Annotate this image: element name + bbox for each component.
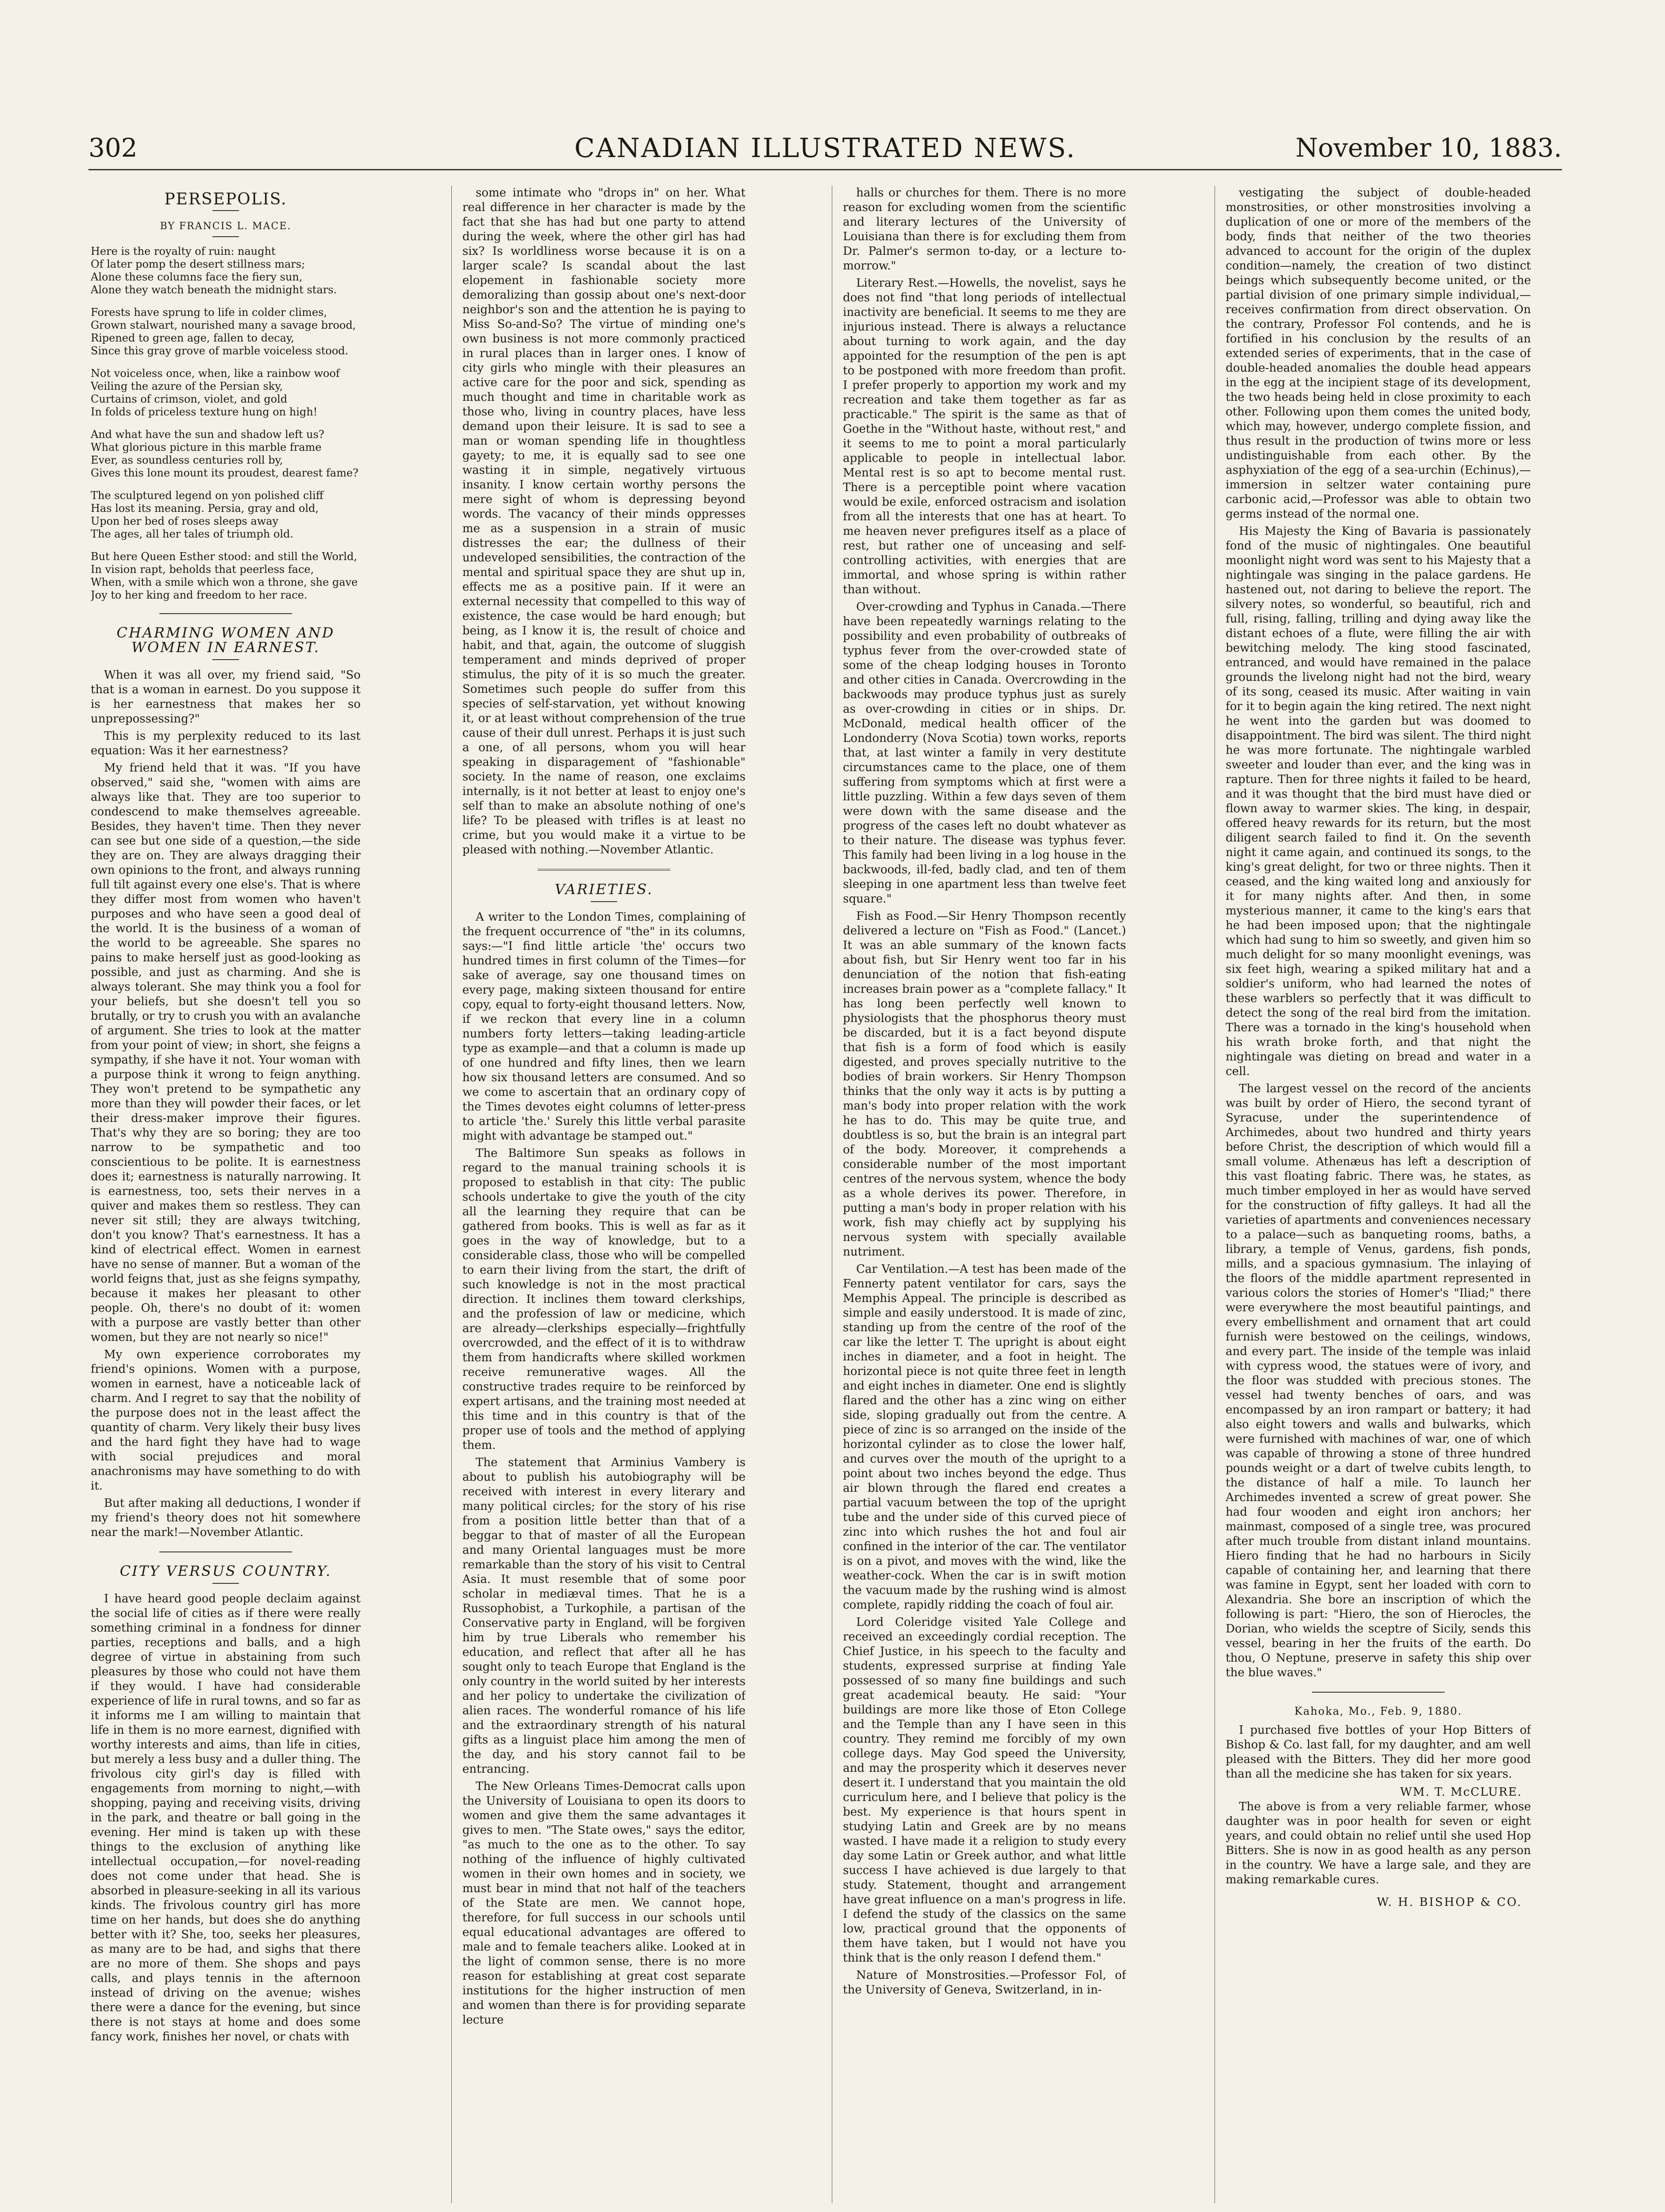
rule	[591, 901, 617, 902]
column-1	[91, 186, 361, 2203]
poem-line: And what have the sun and shadow left us?	[91, 428, 324, 441]
varieties-continued	[843, 186, 1126, 1997]
masthead-rule	[88, 169, 1562, 170]
poem-byline: BY FRANCIS L. MACE.	[160, 221, 292, 232]
poem-stanza	[91, 489, 361, 541]
rule	[212, 236, 239, 237]
poem-line: Here is the royalty of ruin: naught	[91, 245, 276, 257]
article-continuation	[462, 186, 746, 857]
article-body	[91, 668, 361, 1540]
poem-line: But here Queen Esther stood: and still the World,	[91, 550, 358, 563]
paragraph: The statement that Arminius Vambery is about to publish his autobiography will be received with interest in every literary and many political circles; for the story of his rise from a position little better than that of a beggar to that of master of all the European and many Oriental languages must be more remarkable than the story of his visit to Central Asia. It must resemble that of some poor scholar in mediæval times. That he is a Russophobist, a Turkophile, a partisan of the Conservative party in England, will be forgiven him by true Liberals who remember his education, and reflect that after all he has sought only to teach Europe that England is the only country in the world suited by her interests and her policy to undertake the civilization of alien races. The wonderful romance of his life and the extraordinary strength of his natural gifts as a linguist place him among the men of the day, and his story cannot fail to be entrancing.	[462, 1456, 746, 1776]
paragraph: This is my perplexity reduced to its last equation: Was it her earnestness?	[91, 730, 361, 757]
column-2	[462, 186, 746, 2203]
poem-line: In vision rapt, beholds that peerless face,	[91, 563, 314, 576]
paragraph: Lord Coleridge visited Yale College and received an exceedingly cordial reception. The Chief Justice, in his speech to the faculty and students, expressed surprise at finding Yale possessed of so many fine buildings and such great academical beauty. He said: "Your buildings are more like those of Eton College and the Temple than any I have seen in this country. They remind me forcibly of my own college days. May God speed the University, and may the prosperity which it deserves never desert it. I understand that you maintain the old curriculum here, and I believe that policy is the best. My experience is that hours spent in studying Latin and Greek are by no means wasted. I have made it a religion to study every day some Latin or Greek author, and what little success I have achieved is due largely to that study. Statement, thought and arrangement have great influence on a man's progress in life. I defend the study of the classics on the same low, practical ground that the opponents of them have taken, but I would not have you think that is the only reason I defend them."	[843, 1616, 1126, 1965]
section-title: VARIETIES.	[554, 881, 654, 898]
article-title: CITY VERSUS COUNTRY.	[119, 1563, 332, 1579]
article-title: CHARMING WOMEN AND WOMEN IN EARNEST.	[116, 624, 335, 656]
paragraph: The New Orleans Times-Democrat calls upon the University of Louisiana to open its doors to women and give them the same advantages it gives to men. "The State owes," says the editor, "as much to the one as to the other. To say nothing of the influence of highly cultivated women in their own homes and in society, we must bear in mind that not half of the teachers of the State are men. We cannot hope, therefore, for full success in our schools until equal educational advantages are offered to male and to female teachers alike. Looked at in the light of common sense, there is no more reason for establishing at great cost separate institutions for the higher instruction of men and women than there is for providing separate lecture	[462, 1780, 746, 2027]
article-body	[91, 1592, 361, 2044]
poem-line: Ripened to green age, fallen to decay,	[91, 332, 295, 344]
poem-stanza	[91, 367, 361, 419]
poem-line: Gives this lone mount its proudest, dearest fame?	[91, 467, 359, 479]
poem-line: Forests have sprung to life in colder climes,	[91, 306, 327, 319]
newspaper-title: CANADIAN ILLUSTRATED NEWS.	[574, 133, 1076, 164]
paragraph: Over-crowding and Typhus in Canada.—There have been repeatedly warnings relating to the possibility and even probability of outbreaks of typhus fever from the over-crowded state of some of the cheap lodging houses in Toronto and other cities in Canada. Overcrowding in the backwoods may produce typhus just as surely as over-crowding in cities or in ships. Dr. McDonald, medical health officer of the Londonderry (Nova Scotia) town works, reports that, at last winter a family in very destitute circumstances came to the place, one of them suffering from symptoms which at first were a little puzzling. Within a few days seven of them were down with the same disease and the progress of the cases left no doubt whatever as to their nature. The disease was typhus fever. This family had been living in a log house in the backwoods, ill-fed, badly clad, and ten of them sleeping in one apartment less than twelve feet square."	[843, 600, 1126, 906]
poem-stanza	[91, 428, 361, 480]
poem-stanza	[91, 550, 361, 602]
paragraph: some intimate who "drops in" on her. What real difference in her character is made by the fact that she has had but one party to attend during the week, where the other girl has had six? Is worldliness worse because it is on a larger scale? Is scandal about the last elopement in fashionable society more demoralizing than gossip about one's next-door neighbor's son and the attention he is paying to Miss So-and-So? The virtue of minding one's own business is not more commonly practiced in rural places than in larger ones. I know of city girls who mingle with their pleasures an active care for the poor and sick, spending as much thought and time in charitable work as those who, living in country places, have less demand upon their leisure. It is sad to see a man or woman spending life in thoughtless gayety; to me, it is equally sad to see one wasting it in simple, negatively virtuous insanity. I know certain worthy persons the mere sight of whom is depressing beyond words. The vacancy of their minds oppresses me as a suspension in a strain of music distresses the ear; the dullness of their undeveloped sensibilities, the contraction of the mental and spiritual space they are shut up in, effects me as a positive pain. If it were an external necessity that compelled to this way of existence, the case would be hard enough; but being, as I know it is, the result of choice and habit, and that, again, the outcome of sluggish temperament and minds deprived of proper stimulus, the pity of it is so much the greater. Sometimes such people do suffer from this species of self-starvation, yet without knowing it, or at least without comprehension of the true cause of their dull unrest. Perhaps it is just such a one, of all persons, whom you will hear speaking in disparagement of "fashionable" society. In the name of reason, one exclaims internally, is it not better at least to enjoy one's self than to make an absolute nothing of one's life? To be pleased with trifles is at least no crime, but you would make it a virtue to be pleased with nothing.—November Atlantic.	[462, 186, 746, 856]
advertisement-text: The above is from a very reliable farmer, whose daughter was in poor health for seven or eight years, and could obtain no relief until she used Hop Bitters. She is now in as good health as any person in the country. We have a large sale, and they are making remarkable cures.	[1226, 1800, 1531, 1886]
advertisement-signature: WM. T. McCLURE.	[1400, 1786, 1522, 1799]
paragraph: Fish as Food.—Sir Henry Thompson recently delivered a lecture on "Fish as Food." (Lancet.) It was an able summary of the known facts about fish, but Sir Henry went too far in his denunciation of the notion that fish-eating increases brain power as a "complete fallacy." It has long been perfectly well known to physiologists that the phosphorus theory must be discarded, but it is a fact beyond dispute that fish is a form of food which is easily digested, and proves specially nutritive to the bodies of brain workers. Sir Henry Thompson thinks that the only way it acts is by putting a man's body into proper relation with the work he has to do. This may be quite true, and doubtless is so, but the brain is an integral part of the body. Moreover, it comprehends a considerable number of the most important centres of the nervous system, whence the body as a whole derives its power. Therefore, in putting a man's body in proper relation with his work, fish may chiefly act by supplying his nervous system with specially available nutriment.	[843, 910, 1126, 1259]
rule	[212, 1583, 239, 1584]
page-number: 302	[88, 133, 138, 163]
paragraph: A writer to the London Times, complaining of the frequent occurrence of "the" in its columns, says:—"I find little article 'the' occurs two hundred times in first column of the Times—for sake of average, say one thousand times on every page, making sixteen thousand for entire copy, equal to forty-eight thousand letters. Now, if we reckon that every line in a column numbers forty letters—taking leading-article type as example—and that a column is made up of one hundred and fifty lines, then we learn how six thousand letters are consumed. And so we come to ascertain that an ordinary copy of the Times devotes eight columns of letter-press to article 'the.' Surely this little verbal parasite might with advantage be stamped out."	[462, 910, 746, 1143]
paragraph: The largest vessel on the record of the ancients was built by order of Hiero, the second tyrant of Syracuse, under the superintendence of Archimedes, about two hundred and thirty years before Christ, the description of which would fill a small volume. Athenæus has left a description of this vast floating fabric. There was, he states, as much timber employed in her as would have served for the construction of fifty galleys. It had all the varieties of apartments and conveniences necessary to a palace—such as banqueting rooms, baths, a library, a temple of Venus, gardens, fish ponds, mills, and a spacious gymnasium. The inlaying of the floors of the middle apartment represented in various colors the stories of Homer's "Iliad;" there were everywhere the most beautiful paintings, and every embellishment and ornament that art could furnish were bestowed on the ceilings, windows, and every part. The inside of the temple was inlaid with cypress wood, the statues were of ivory, and the floor was studded with precious stones. The vessel had twenty benches of oars, and was encompassed by an iron rampart or battery; it had also eight towers and walls and bulwarks, which were furnished with machines of war, one of which was capable of throwing a stone of three hundred pounds weight or a dart of twelve cubits length, to the distance of half a mile. To launch her Archimedes invented a screw of great power. She had four wooden and eight iron anchors; her mainmast, composed of a single tree, was procured after much trouble from distant inland mountains. Hiero finding that he had no harbours in Sicily capable of containing her, and learning that there was famine in Egypt, sent her loaded with corn to Alexandria. She bore an inscription of which the following is part: "Hiero, the son of Hierocles, the Dorian, who wields the sceptre of Sicily, sends this vessel, bearing in her the fruits of the earth. Do thou, O Neptune, preserve in safety this ship over the blue waves."	[1226, 1082, 1531, 1679]
issue-date: November 10, 1883.	[1295, 133, 1562, 163]
section-separator	[1312, 1692, 1445, 1693]
varieties-body	[462, 910, 746, 2028]
poem-line: Upon her bed of roses sleeps away	[91, 515, 279, 527]
paragraph: Car Ventilation.—A test has been made of the Fennerty patent ventilator for cars, says the Memphis Appeal. The principle is described as simple and easily understood. It is made of zinc, standing up from the centre of the roof of the car like the letter T. The upright is about eight inches in diameter, and a foot in height. The horizontal piece is not quite three feet in length and eight inches in diameter. One end is slightly flared and the other has a zinc wing on either side, sloping gradually out from the centre. A piece of zinc is so arranged on the inside of the horizontal cylinder as to close the lower half, and curves over the mouth of the upright to a point about two inches beyond the edge. Thus air blown through the flared end creates a partial vacuum between the top of the upright tube and the under side of this curved piece of zinc into which rushes the hot and foul air confined in the interior of the car. The ventilator is on a pivot, and moves with the wind, like the weather-cock. When the car is in swift motion the vacuum made by the rushing wind is almost complete, rapidly ridding the coach of foul air.	[843, 1263, 1126, 1612]
rule	[212, 659, 239, 660]
paragraph: The Baltimore Sun speaks as follows in regard to the manual training schools it is proposed to establish in that city: The public schools undertake to give the youth of the city all the learning they require that can be gathered from books. This is well as far as it goes in the way of knowledge, but to a considerable class, those who will be compelled to earn their living from the start, the drift of such knowledge is not in the most practical direction. It inclines them toward clerkships, and the profession of law or medicine, which are already—clerkships especially—frightfully overcrowded, and the effect of it is to withdraw them from handicrafts where skilled workmen receive remunerative wages. All the constructive trades require to be reinforced by expert artisans, and the training most needed at this time and in this country is that of the proper use of tools and the method of applying them.	[462, 1147, 746, 1452]
section-separator	[159, 613, 292, 614]
masthead	[88, 133, 1562, 173]
paragraph: vestigating the subject of double-headed monstrosities, or other monstrosities involving a duplication of one or more of the members of the body, finds that neither of the two theories advanced to account for the origin of the duplex condition—namely, the creation of two distinct beings which subsequently become united, or the partial division of one primary simple individual,—receives confirmation from direct observation. On the contrary, Professor Fol contends, and he is fortified in his conclusion by the results of an extended series of experiments, that in the case of double-headed anomalies the double head appears in the egg at the incipient stage of its development, the two heads being held in close proximity to each other. Following upon them comes the united body, which may, however, undergo complete fission, and thus result in the production of twins more or less undistinguishable from each other. By the asphyxiation of the egg of a sea-urchin (Echinus),—immersion in seltzer water containing pure carbonic acid,—Professor was able to obtain two germs instead of the normal one.	[1226, 186, 1531, 521]
poem-line: In folds of priceless texture hung on high!	[91, 406, 318, 418]
poem-line: Of later pomp the desert stillness mars;	[91, 258, 305, 270]
paragraph: But after making all deductions, I wonder if my friend's theory does not hit somewhere near the mark!—November Atlantic.	[91, 1497, 361, 1539]
poem-line: The ages, all her tales of triumph old.	[91, 528, 294, 540]
paragraph: I have heard good people declaim against the social life of cities as if there were really something criminal in a fondness for dinner parties, receptions and balls, and a high degree of virtue in abstaining from such pleasures by those who could not have them if they would. I have had considerable experience of life in rural towns, and so far as it informs me I am willing to maintain that life in them is no more earnest, dignified with worthy interests and aims, than life in cities, but merely a less busy and a duller thing. The frivolous city girl's day is filled with engagements from morning to night,—with shopping, paying and receiving visits, driving in the park, and theatre or ball going in the evening. Her mind is taken up with these things to the exclusion of anything like intellectual occupation,—for novel-reading does not come under that head. She is absorbed in pleasure-seeking in all its various kinds. The frivolous country girl has more time on her hands, but does she do anything better with it? She, too, seeks her pleasures, as many are to be had, and sighs that there are no more of them. She shops and pays calls, and plays tennis in the afternoon instead of driving on the avenue; wishes there were a dance for the evening, but since there is not stays at home and does some fancy work, finishes her novel, or chats with	[91, 1592, 361, 2043]
poem-line: Joy to her king and freedom to her race.	[91, 589, 308, 601]
rule	[212, 210, 239, 211]
section-separator	[159, 1551, 292, 1552]
poem-line: Alone they watch beneath the midnight stars.	[91, 284, 337, 296]
paragraph: His Majesty the King of Bavaria is passionately fond of the music of nightingales. One beautiful moonlight night word was sent to his Majesty that a nightingale was singing in the palace gardens. He hastened out, not daring to believe the report. The silvery notes, so wonderful, so beautiful, rich and full, rising, falling, trilling and dying away like the distant echoes of a flute, were filling the air with bewitching melody. The king stood fascinated, entranced, and would have remained in the palace grounds the livelong night had not the bird, weary of its song, ceased its music. After waiting in vain for it to begin again the king retired. The next night he went into the garden but was doomed to disappointment. The bird was silent. The third night he was more fortunate. The nightingale warbled sweeter and louder than ever, and the king was in rapture. Then for three nights it failed to be heard, and it was thought that the bird must have died or flown away to warmer skies. The king, in despair, offered heavy rewards for its return, but the most diligent search failed to find it. On the seventh night it came again, and continued its songs, to the king's great delight, for two or three nights. Then it ceased, and the king waited long and anxiously for it for many nights after. And then, in some mysterious manner, it came to the king's ears that he had been imposed upon; that the nightingale which had sung to him so sweetly, and given him so much delight for so many moonlight evenings, was six feet high, wearing a spiked military hat and a soldier's uniform, who had learned the notes of these warblers so perfectly that it was difficult to detect the song of the real bird from the imitation. There was a tornado in the king's household when his wrath broke forth, and that night the nightingale was dieting on bread and water in a cell.	[1226, 525, 1531, 1078]
poem-line: Veiling the azure of the Persian sky,	[91, 380, 283, 392]
column-divider	[451, 186, 452, 2203]
poem-line: Ever, as soundless centuries roll by,	[91, 454, 283, 466]
varieties-continued	[1226, 186, 1531, 1680]
advertiser-name: W. H. BISHOP & CO.	[1377, 1896, 1522, 1909]
paragraph: My friend held that it was. "If you have observed," said she, "women with aims are always like that. They are too superior to condescend to make themselves agreeable. Besides, they haven't time. Then they never can see but one side of a question,—the side they are on. They are always dragging their own opinions to the front, and always running full tilt against every one else's. That is where they differ most from women who haven't purposes and who have seen a good deal of the world. It is the business of a woman of the world to be agreeable. She spares no pains to make herself just as good-looking as possible, and just as charming. And she is always tolerant. She may think you a fool for your beliefs, but she doesn't tell you so brutally, or try to crush you with an avalanche of argument. She tries to look at the matter from your point of view; in short, she feigns a sympathy, if she have it not. Your woman with a purpose think it wrong to feign anything. They won't pretend to be sympathetic any more than they will powder their faces, or let their dress-maker improve their figures. That's why they are so boring; they are too narrow to be sympathetic and too conscientious to be polite. It is earnestness does it; earnestness is naturally narrowing. It is earnestness, too, sets their nerves in a quiver and makes them so restless. They can never sit still; they are always twitching, don't you know? That's earnestness. It has a kind of electrical effect. Women in earnest have no sense of manner. But a woman of the world feigns that, just as she feigns sympathy, because it makes her pleasant to other people. Oh, there's no doubt of it: women with a purpose are vastly better than other women, but they are not nearly so nice!"	[91, 761, 361, 1344]
poem-stanza	[91, 306, 361, 357]
advertisement-text: I purchased five bottles of your Hop Bitters of Bishop & Co. last fall, for my daughter, and am well pleased with the Bitters. They did her more good than all the medicine she has taken for six years.	[1226, 1724, 1531, 1781]
poem-line: When, with a smile which won a throne, she gave	[91, 576, 358, 588]
poem-line: Grown stalwart, nourished many a savage brood,	[91, 319, 356, 331]
poem-body	[91, 245, 361, 602]
advertisement-dateline: Kahoka, Mo., Feb. 9, 1880.	[1294, 1705, 1462, 1717]
poem-line: Not voiceless once, when, like a rainbow woof	[91, 367, 340, 380]
poem-line: The sculptured legend on yon polished cliff	[91, 489, 323, 502]
poem-title: PERSEPOLIS.	[164, 190, 287, 208]
section-separator	[538, 869, 670, 871]
paragraph: Literary Rest.—Howells, the novelist, says he does not find "that long periods of intellectual inactivity are beneficial. It seems to me they are injurious instead. There is always a reluctance about turning to work again, and the day appointed for the resumption of the pen is apt to be postponed with more freedom than profit. I prefer properly to apportion my work and my recreation and take them together as far as practicable." The spirit is the same as that of Goethe in the "Without haste, without rest," and it seems to me to point a moral particularly applicable to people in intellectual labor. Mental rest is so apt to become mental rust. There is a perceptible point where vacation would be exile, enforced ostracism and isolation from all the interests that one has at heart. To me heaven never prefigures itself as a place of rest, but rather one of unceasing and self-controlling activities, with energies that are immortal, and whose spring is within rather than without.	[843, 276, 1126, 596]
poem-line: Has lost its meaning. Persia, gray and old,	[91, 502, 319, 515]
column-4	[1226, 186, 1531, 2203]
paragraph: My own experience corroborates my friend's opinions. Women with a purpose, women in earnest, have a noticeable lack of charm. And I regret to say that the nobility of the purpose does not in the least affect the quantity of charm. Very likely their busy lives and the hard fight they have had to wage with social prejudices and moral anachronisms may have something to do with it.	[91, 1348, 361, 1493]
poem-line: Curtains of crimson, violet, and gold	[91, 393, 288, 405]
poem-line: Alone these columns face the fiery sun,	[91, 271, 303, 283]
poem-line: Since this gray grove of marble voiceless stood.	[91, 345, 349, 357]
column-3	[843, 186, 1126, 2203]
paragraph: halls or churches for them. There is no more reason for excluding women from the scientific and literary lectures of the University of Louisiana than there is for excluding them from Dr. Palmer's sermon to-day, or a lecture to-morrow."	[843, 186, 1126, 273]
poem-line: What glorious picture in this marble frame	[91, 441, 322, 453]
poem-stanza	[91, 245, 361, 296]
paragraph: Nature of Monstrosities.—Professor Fol, of the University of Geneva, Switzerland, in in-	[843, 1969, 1126, 1997]
paragraph: When it was all over, my friend said, "So that is a woman in earnest. Do you suppose it is her earnestness that makes her so unprepossessing?"	[91, 668, 361, 726]
